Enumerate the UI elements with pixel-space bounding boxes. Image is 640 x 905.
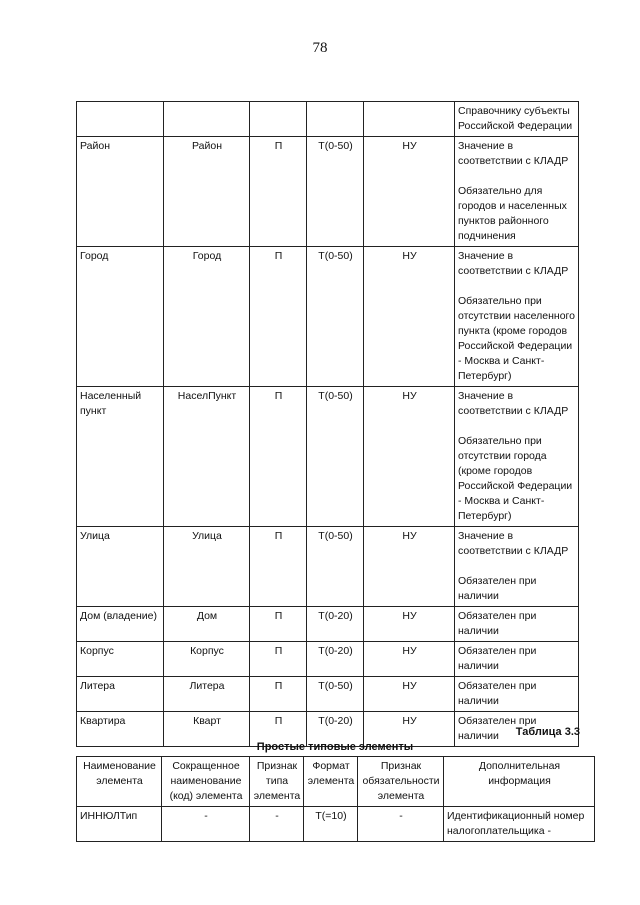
- format-cell: Т(=10): [304, 807, 358, 842]
- info-text: Обязателен при наличии: [458, 715, 537, 742]
- table-row: [77, 527, 579, 607]
- header-row: [77, 757, 595, 807]
- element-name-cell: Дом (владение): [77, 607, 164, 642]
- type-cell: -: [250, 807, 304, 842]
- table-row: [77, 607, 579, 642]
- element-name-cell: Город: [77, 247, 164, 387]
- column-header: Наименование элемента: [77, 757, 162, 807]
- type-cell: П: [250, 677, 307, 712]
- type-cell: П: [250, 607, 307, 642]
- short-name-cell: Корпус: [164, 642, 250, 677]
- table-row: [77, 247, 579, 387]
- format-cell: Т(0-20): [307, 712, 364, 747]
- column-header: Признак типа элемента: [250, 757, 304, 807]
- simple-table-header: [77, 757, 595, 807]
- obligation-cell: НУ: [364, 137, 455, 247]
- element-name-cell: Район: [77, 137, 164, 247]
- table-row: [77, 677, 579, 712]
- obligation-cell: НУ: [364, 387, 455, 527]
- info-cell: [455, 247, 579, 387]
- short-name-cell: Кварт: [164, 712, 250, 747]
- column-header: Признак обязательности элемента: [358, 757, 444, 807]
- element-name-cell: ИННЮЛТип: [77, 807, 162, 842]
- table-row: [77, 102, 579, 137]
- format-cell: Т(0-50): [307, 247, 364, 387]
- short-name-cell: Литера: [164, 677, 250, 712]
- element-name-cell: Улица: [77, 527, 164, 607]
- info-text: Обязательно при отсутствии города (кроме городов Российской Федерации - Москва и Санкт-Петербург): [458, 435, 573, 522]
- info-text: Обязателен при наличии: [458, 680, 537, 707]
- element-name-cell: Квартира: [77, 712, 164, 747]
- type-cell: П: [250, 137, 307, 247]
- simple-elements-table: [76, 756, 595, 842]
- obligation-cell: НУ: [364, 527, 455, 607]
- type-cell: П: [250, 387, 307, 527]
- type-cell: П: [250, 642, 307, 677]
- element-name-cell: [77, 102, 164, 137]
- type-cell: П: [250, 247, 307, 387]
- info-cell: [455, 677, 579, 712]
- elements-table-body: [77, 102, 579, 747]
- short-name-cell: Улица: [164, 527, 250, 607]
- obligation-cell: НУ: [364, 642, 455, 677]
- table-row: [77, 807, 595, 842]
- column-header: Дополнительная информация: [444, 757, 595, 807]
- column-header: Сокращенное наименование (код) элемента: [162, 757, 250, 807]
- type-cell: П: [250, 712, 307, 747]
- page-number: 78: [312, 40, 328, 56]
- short-name-cell: Город: [164, 247, 250, 387]
- format-cell: Т(0-50): [307, 137, 364, 247]
- format-cell: [307, 102, 364, 137]
- info-text: Обязателен при наличии: [458, 575, 537, 602]
- short-name-cell: -: [162, 807, 250, 842]
- obligation-cell: НУ: [364, 677, 455, 712]
- table-number: Таблица 3.3: [515, 726, 580, 738]
- info-cell: [455, 137, 579, 247]
- info-text: Обязателен при наличии: [458, 610, 537, 637]
- column-header: Формат элемента: [304, 757, 358, 807]
- info-cell: [455, 642, 579, 677]
- info-cell: Идентификационный номер налогоплательщика -: [444, 807, 595, 842]
- obligation-cell: -: [358, 807, 444, 842]
- table-row: [77, 137, 579, 247]
- info-cell: [455, 527, 579, 607]
- info-cell: [455, 387, 579, 527]
- format-cell: Т(0-20): [307, 642, 364, 677]
- info-cell: [455, 607, 579, 642]
- obligation-cell: НУ: [364, 607, 455, 642]
- info-text: Справочнику субъекты Российской Федерации: [458, 105, 573, 132]
- table-row: [77, 387, 579, 527]
- format-cell: Т(0-50): [307, 387, 364, 527]
- info-text: Обязателен при наличии: [458, 645, 537, 672]
- elements-table: [76, 101, 579, 747]
- info-text: Значение в соответствии с КЛАДР: [458, 250, 569, 277]
- obligation-cell: НУ: [364, 712, 455, 747]
- simple-table-body: [77, 807, 595, 842]
- info-cell: [455, 102, 579, 137]
- table-row: [77, 642, 579, 677]
- info-text: Значение в соответствии с КЛАДР: [458, 530, 569, 557]
- element-name-cell: Литера: [77, 677, 164, 712]
- short-name-cell: НаселПункт: [164, 387, 250, 527]
- format-cell: Т(0-50): [307, 527, 364, 607]
- type-cell: [250, 102, 307, 137]
- short-name-cell: [164, 102, 250, 137]
- table-title: Простые типовые элементы: [256, 741, 414, 753]
- format-cell: Т(0-20): [307, 607, 364, 642]
- element-name-cell: Населенный пункт: [77, 387, 164, 527]
- info-text: Обязательно при отсутствии населенного пункта (кроме городов Российской Федерации - Москва и Санкт-Петербург): [458, 295, 575, 382]
- type-cell: П: [250, 527, 307, 607]
- info-text: Обязательно для городов и населенных пунктов районного подчинения: [458, 185, 567, 242]
- info-text: Значение в соответствии с КЛАДР: [458, 390, 569, 417]
- info-text: Значение в соответствии с КЛАДР: [458, 140, 569, 167]
- obligation-cell: НУ: [364, 247, 455, 387]
- short-name-cell: Район: [164, 137, 250, 247]
- format-cell: Т(0-50): [307, 677, 364, 712]
- element-name-cell: Корпус: [77, 642, 164, 677]
- short-name-cell: Дом: [164, 607, 250, 642]
- obligation-cell: [364, 102, 455, 137]
